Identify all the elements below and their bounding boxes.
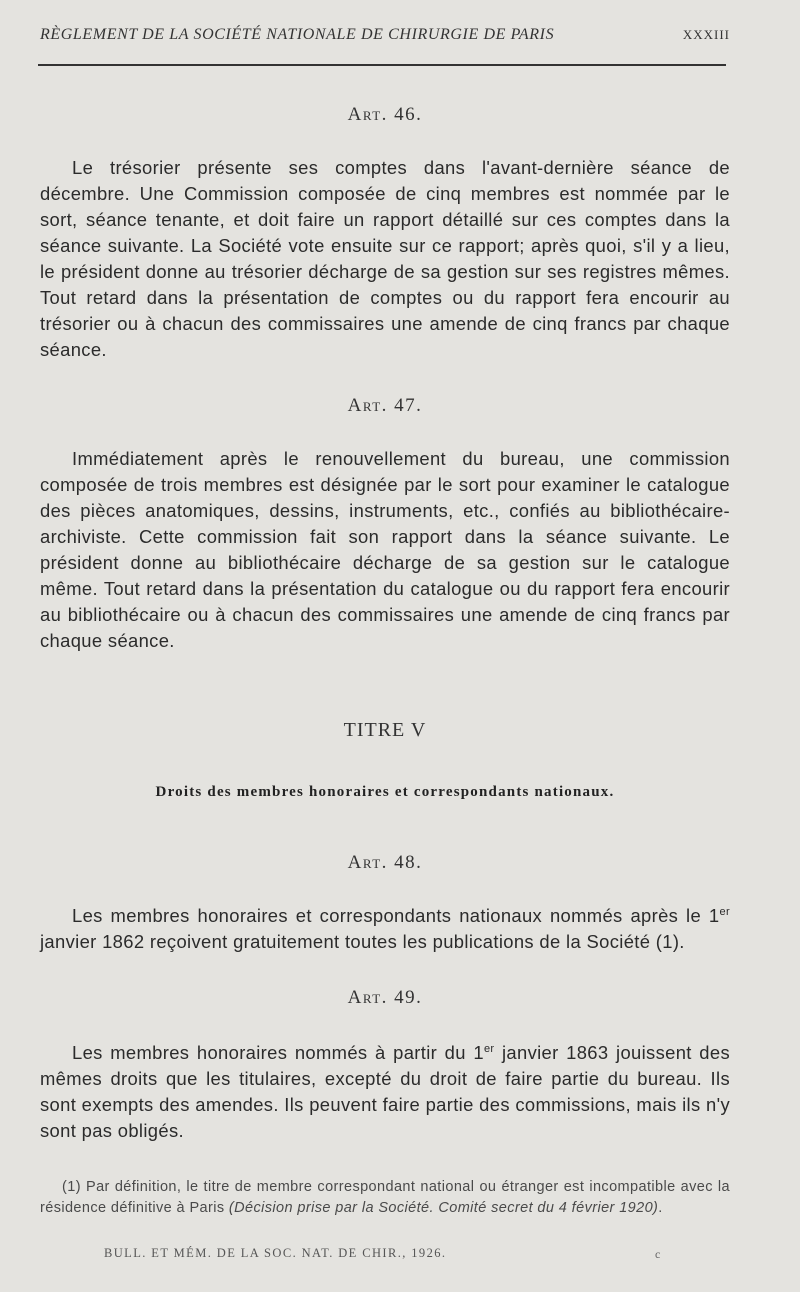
article-49-ordinal: er bbox=[483, 1043, 495, 1055]
article-48-text-a: Les membres honoraires et correspondants nationaux nommés après le 1 bbox=[72, 905, 720, 926]
footnote bbox=[40, 1177, 730, 1219]
article-46-text: Le trésorier présente ses comptes dans l'avant-dernière séance de décembre. Une Commission composée de cinq membres est nommée par le sort, séance tenante, et doit faire un rapport détaillé sur ces comptes dans la séance suivante. La Société vote ensuite sur ce rapport; après quoi, s'il y a lieu, le président donne au trésorier décharge de sa gestion sur ses registres mêmes. Tout retard dans la présentation de comptes ou du rapport fera encourir au trésorier ou à chacun des commissaires une amende de cinq francs par chaque séance. bbox=[40, 157, 730, 360]
article-48-text-b: janvier 1862 reçoivent gratuitement toutes les publications de la Société (1). bbox=[40, 931, 685, 952]
article-49-text-a: Les membres honoraires nommés à partir du 1 bbox=[72, 1042, 484, 1063]
running-header bbox=[40, 26, 730, 44]
section-title: TITRE V bbox=[343, 719, 427, 741]
publication-footer: BULL. ET MÉM. DE LA SOC. NAT. DE CHIR., 1926. bbox=[104, 1246, 447, 1260]
article-46-heading: Art. 46. bbox=[347, 104, 423, 125]
article-49-text-b: janvier 1863 jouissent des mêmes droits que les titulaires, excepté du droit de faire partie du bureau. Ils sont exempts des amendes. Ils peuvent faire partie des commissions, mais ils n'y sont pas obligés. bbox=[40, 1042, 730, 1141]
footnote-citation: (Décision prise par la Société. Comité secret du 4 février 1920) bbox=[228, 1200, 659, 1216]
article-48-heading: Art. 48. bbox=[347, 852, 423, 873]
article-49-heading: Art. 49. bbox=[347, 987, 423, 1008]
section-subtitle: Droits des membres honoraires et correspondants nationaux. bbox=[155, 784, 615, 800]
footnote-end: . bbox=[658, 1200, 663, 1216]
signature-mark: c bbox=[655, 1247, 661, 1261]
article-47-text: Immédiatement après le renouvellement du bureau, une commission composée de trois membres est désignée par le sort pour examiner le catalogue des pièces anatomiques, dessins, instruments, etc., confiés au bibliothécaire-archiviste. Cette commission fait son rapport dans la séance suivante. Le président donne au bibliothécaire décharge de sa gestion sur le catalogue même. Tout retard dans la présentation du catalogue ou du rapport fera encourir au bibliothécaire ou à chacun des commissaires une amende de cinq francs par chaque séance. bbox=[40, 448, 730, 651]
page-number: XXXIII bbox=[682, 27, 730, 42]
article-48-ordinal: er bbox=[719, 906, 730, 918]
header-rule bbox=[38, 64, 726, 66]
article-47-heading: Art. 47. bbox=[347, 395, 423, 416]
article-49-text bbox=[40, 1040, 730, 1144]
article-48-text bbox=[40, 903, 730, 955]
footnote-text: (1) Par définition, le titre de membre correspondant national ou étranger est incompatible avec la résidence définitive à Paris bbox=[40, 1179, 730, 1216]
running-title: RÈGLEMENT DE LA SOCIÉTÉ NATIONALE DE CHIRURGIE DE PARIS bbox=[40, 26, 555, 43]
